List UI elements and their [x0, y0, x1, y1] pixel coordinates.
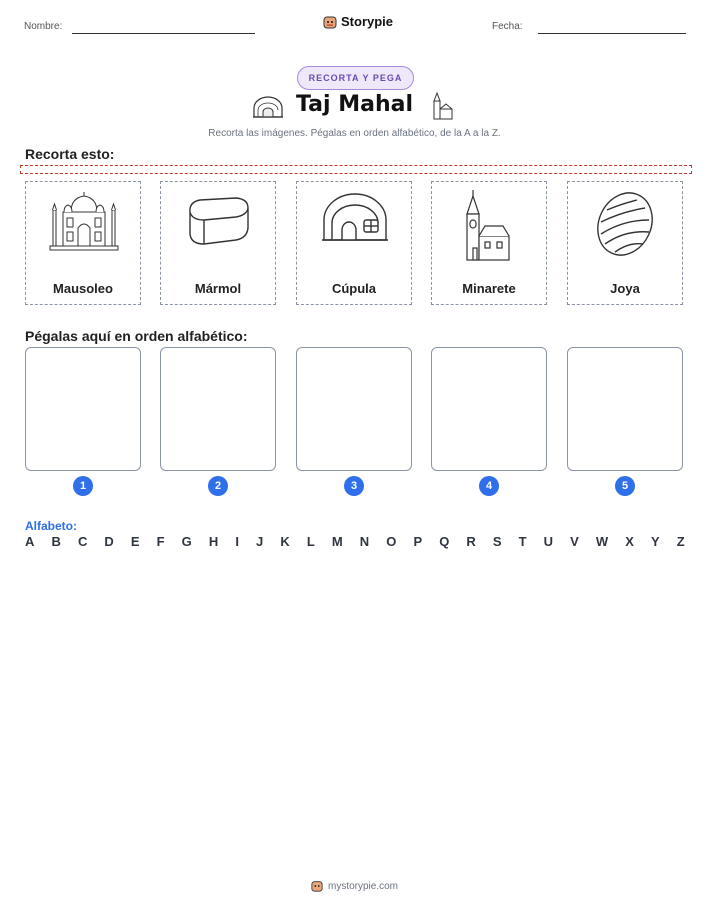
instructions: Recorta las imágenes. Pégalas en orden alfabético, de la A a la Z. — [208, 128, 501, 139]
card-label: Mausoleo — [53, 281, 113, 296]
number-badge-2: 2 — [208, 476, 228, 496]
alphabet-row — [25, 534, 685, 549]
letter: H — [208, 534, 219, 549]
cut-card-minarete[interactable] — [431, 181, 547, 305]
paste-section-label: Pégalas aquí en orden alfabético: — [25, 328, 248, 344]
letter: N — [359, 534, 370, 549]
letter: Q — [439, 534, 450, 549]
letter: G — [181, 534, 192, 549]
letter: R — [466, 534, 476, 549]
cut-card-joya[interactable] — [567, 181, 683, 305]
storypie-mascot-icon — [323, 15, 337, 29]
storypie-mascot-icon — [311, 880, 323, 892]
brand-logo — [323, 14, 393, 29]
letter: I — [235, 534, 239, 549]
minaret-church-icon — [455, 190, 525, 262]
activity-badge: RECORTA Y PEGA — [297, 66, 414, 90]
letter: B — [51, 534, 61, 549]
letter: Y — [650, 534, 660, 549]
date-label: Fecha: — [492, 21, 523, 32]
paste-box-1[interactable] — [25, 347, 141, 471]
card-label: Cúpula — [331, 281, 377, 296]
gem-icon — [591, 190, 661, 260]
cut-line — [20, 165, 692, 174]
paste-box-3[interactable] — [296, 347, 412, 471]
paste-box-5[interactable] — [567, 347, 683, 471]
brand-name: Storypie — [341, 14, 394, 29]
paste-box-4[interactable] — [431, 347, 547, 471]
letter: M — [331, 534, 343, 549]
date-line[interactable] — [538, 33, 686, 34]
card-label: Minarete — [462, 281, 516, 296]
marble-block-icon — [184, 190, 254, 252]
taj-mahal-icon — [49, 190, 119, 252]
cut-card-cupula[interactable] — [296, 181, 412, 305]
page-title: Taj Mahal — [295, 92, 413, 117]
cut-section-label: Recorta esto: — [25, 146, 115, 162]
cut-card-marmol[interactable] — [160, 181, 276, 305]
letter: V — [570, 534, 579, 549]
letter: J — [256, 534, 264, 549]
footer-link[interactable]: mystorypie.com — [327, 880, 398, 892]
letter: T — [518, 534, 527, 549]
paste-box-2[interactable] — [160, 347, 276, 471]
number-badge-1: 1 — [73, 476, 93, 496]
number-badge-4: 4 — [479, 476, 499, 496]
number-badge-5: 5 — [615, 476, 635, 496]
number-badge-3: 3 — [344, 476, 364, 496]
letter: U — [543, 534, 554, 549]
letter: S — [492, 534, 502, 549]
dome-icon — [320, 190, 390, 252]
cut-card-mausoleo[interactable] — [25, 181, 141, 305]
letter: C — [77, 534, 88, 549]
card-label: Joya — [610, 281, 640, 296]
name-line[interactable] — [72, 33, 255, 34]
letter: O — [386, 534, 397, 549]
minaret-church-icon — [432, 91, 454, 121]
footer — [0, 880, 709, 892]
letter: W — [595, 534, 609, 549]
letter: E — [130, 534, 140, 549]
alphabet-label: Alfabeto: — [25, 519, 77, 533]
letter: L — [306, 534, 315, 549]
name-label: Nombre: — [24, 21, 63, 32]
letter: Z — [676, 534, 685, 549]
letter: P — [413, 534, 423, 549]
letter: D — [104, 534, 114, 549]
letter: F — [156, 534, 165, 549]
letter: A — [25, 534, 35, 549]
letter: X — [625, 534, 634, 549]
letter: K — [280, 534, 290, 549]
card-label: Mármol — [194, 281, 242, 296]
